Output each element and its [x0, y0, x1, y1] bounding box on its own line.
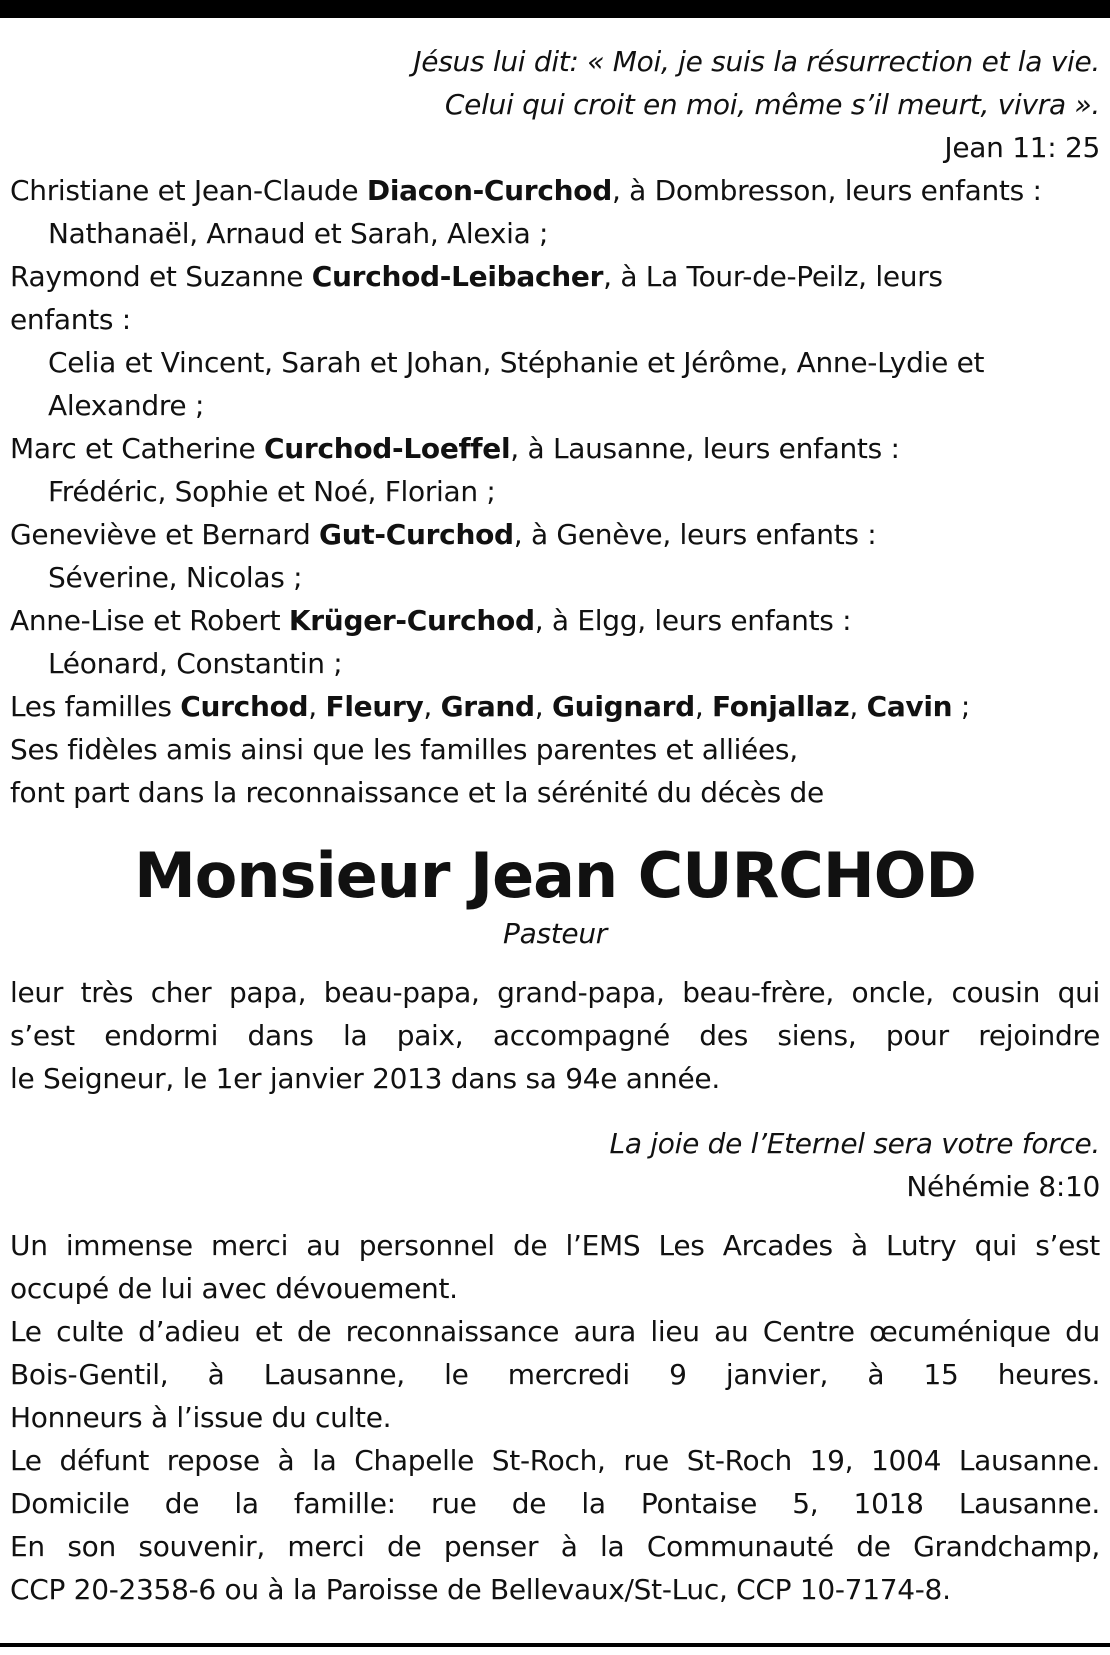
tribute-line-1: leur très cher papa, beau-papa, grand-papa, beau-frère, oncle, cousin qui [10, 976, 1100, 1009]
family-4-children: Séverine, Nicolas ; [48, 561, 303, 594]
epigraph-line-2: Celui qui croit en moi, même s’il meurt, vivra ». [444, 88, 1100, 121]
family-3-place: , à Lausanne, leurs enfants : [510, 432, 900, 465]
tribute [10, 971, 1100, 1100]
family-name: Grand [440, 690, 535, 723]
families-end: ; [952, 690, 971, 723]
family-1-surname: Diacon-Curchod [366, 174, 612, 207]
separator: , [423, 690, 441, 723]
family-entry-2 [10, 255, 1100, 298]
family-3-parents: Marc et Catherine [10, 432, 265, 465]
tribute-line-2: s’est endormi dans la paix, accompagné des siens, pour rejoindre [10, 1019, 1100, 1052]
thanks-line-2: occupé de lui avec dévouement. [10, 1272, 458, 1305]
spacer [10, 1208, 1100, 1224]
deceased-name: Monsieur Jean CURCHOD [134, 839, 976, 912]
family-2-place: , à La Tour-de-Peilz, leurs [603, 260, 943, 293]
family-entry-5 [10, 599, 1100, 642]
family-1-children: Nathanaël, Arnaud et Sarah, Alexia ; [48, 217, 549, 250]
family-5-children: Léonard, Constantin ; [48, 647, 343, 680]
family-3-surname: Curchod-Loeffel [264, 432, 511, 465]
epigraph-line-1: Jésus lui dit: « Moi, je suis la résurrection et la vie. [413, 45, 1100, 78]
deceased-profession: Pasteur [503, 917, 607, 950]
family-1-parents: Christiane et Jean-Claude [10, 174, 367, 207]
separator: , [308, 690, 326, 723]
family-entry-4 [10, 513, 1100, 556]
family-entry-1 [10, 169, 1100, 212]
family-2-children-1: Celia et Vincent, Sarah et Johan, Stéphanie et Jérôme, Anne-Lydie et [48, 346, 985, 379]
verse-reference: Néhémie 8:10 [906, 1170, 1100, 1203]
verse-text: La joie de l’Eternel sera votre force. [609, 1127, 1100, 1160]
tribute-line-3: le Seigneur, le 1er janvier 2013 dans sa 94e année. [10, 1062, 720, 1095]
family-2-children-2: Alexandre ; [48, 389, 205, 422]
ceremony-line-3: Honneurs à l’issue du culte. [10, 1401, 392, 1434]
family-2-parents: Raymond et Suzanne [10, 260, 312, 293]
family-1-place: , à Dombresson, leurs enfants : [611, 174, 1042, 207]
announce-line: font part dans la reconnaissance et la sérénité du décès de [10, 776, 824, 809]
epigraph-reference: Jean 11: 25 [944, 131, 1100, 164]
ceremony-line-2: Bois-Gentil, à Lausanne, le mercredi 9 janvier, à 15 heures. [10, 1358, 1100, 1391]
family-4-surname: Gut-Curchod [319, 518, 514, 551]
top-rule [0, 0, 1110, 18]
family-name: Curchod [180, 690, 309, 723]
memory-line-2: CCP 20-2358-6 ou à la Paroisse de Bellevaux/St-Luc, CCP 10-7174-8. [10, 1573, 951, 1606]
family-name: Fleury [325, 690, 424, 723]
family-entry-3 [10, 427, 1100, 470]
family-4-place: , à Genève, leurs enfants : [513, 518, 877, 551]
rest-line: Le défunt repose à la Chapelle St-Roch, rue St-Roch 19, 1004 Lausanne. [10, 1444, 1100, 1477]
families-line [10, 685, 1100, 728]
family-2-place-cont: enfants : [10, 303, 131, 336]
spacer [10, 1100, 1100, 1122]
family-2-surname: Curchod-Leibacher [311, 260, 604, 293]
family-5-surname: Krüger-Curchod [288, 604, 535, 637]
family-3-children: Frédéric, Sophie et Noé, Florian ; [48, 475, 496, 508]
family-5-place: , à Elgg, leurs enfants : [534, 604, 852, 637]
family-name: Cavin [866, 690, 953, 723]
notes [10, 1224, 1100, 1611]
obituary [10, 40, 1100, 1611]
thanks-line-1: Un immense merci au personnel de l’EMS Les Arcades à Lutry qui s’est [10, 1229, 1100, 1262]
friends-line: Ses fidèles amis ainsi que les familles parentes et alliées, [10, 733, 798, 766]
family-4-parents: Geneviève et Bernard [10, 518, 320, 551]
bottom-rule [0, 1643, 1110, 1647]
family-name: Fonjallaz [712, 690, 850, 723]
family-name: Guignard [552, 690, 695, 723]
separator: , [849, 690, 867, 723]
family-list [10, 169, 1100, 814]
family-5-parents: Anne-Lise et Robert [10, 604, 289, 637]
memory-line-1: En son souvenir, merci de penser à la Communauté de Grandchamp, [10, 1530, 1100, 1563]
spacer [10, 955, 1100, 971]
families-prefix: Les familles [10, 690, 181, 723]
home-line: Domicile de la famille: rue de la Pontaise 5, 1018 Lausanne. [10, 1487, 1100, 1520]
separator: , [534, 690, 552, 723]
ceremony-line-1: Le culte d’adieu et de reconnaissance aura lieu au Centre œcuménique du [10, 1315, 1100, 1348]
separator: , [694, 690, 713, 723]
